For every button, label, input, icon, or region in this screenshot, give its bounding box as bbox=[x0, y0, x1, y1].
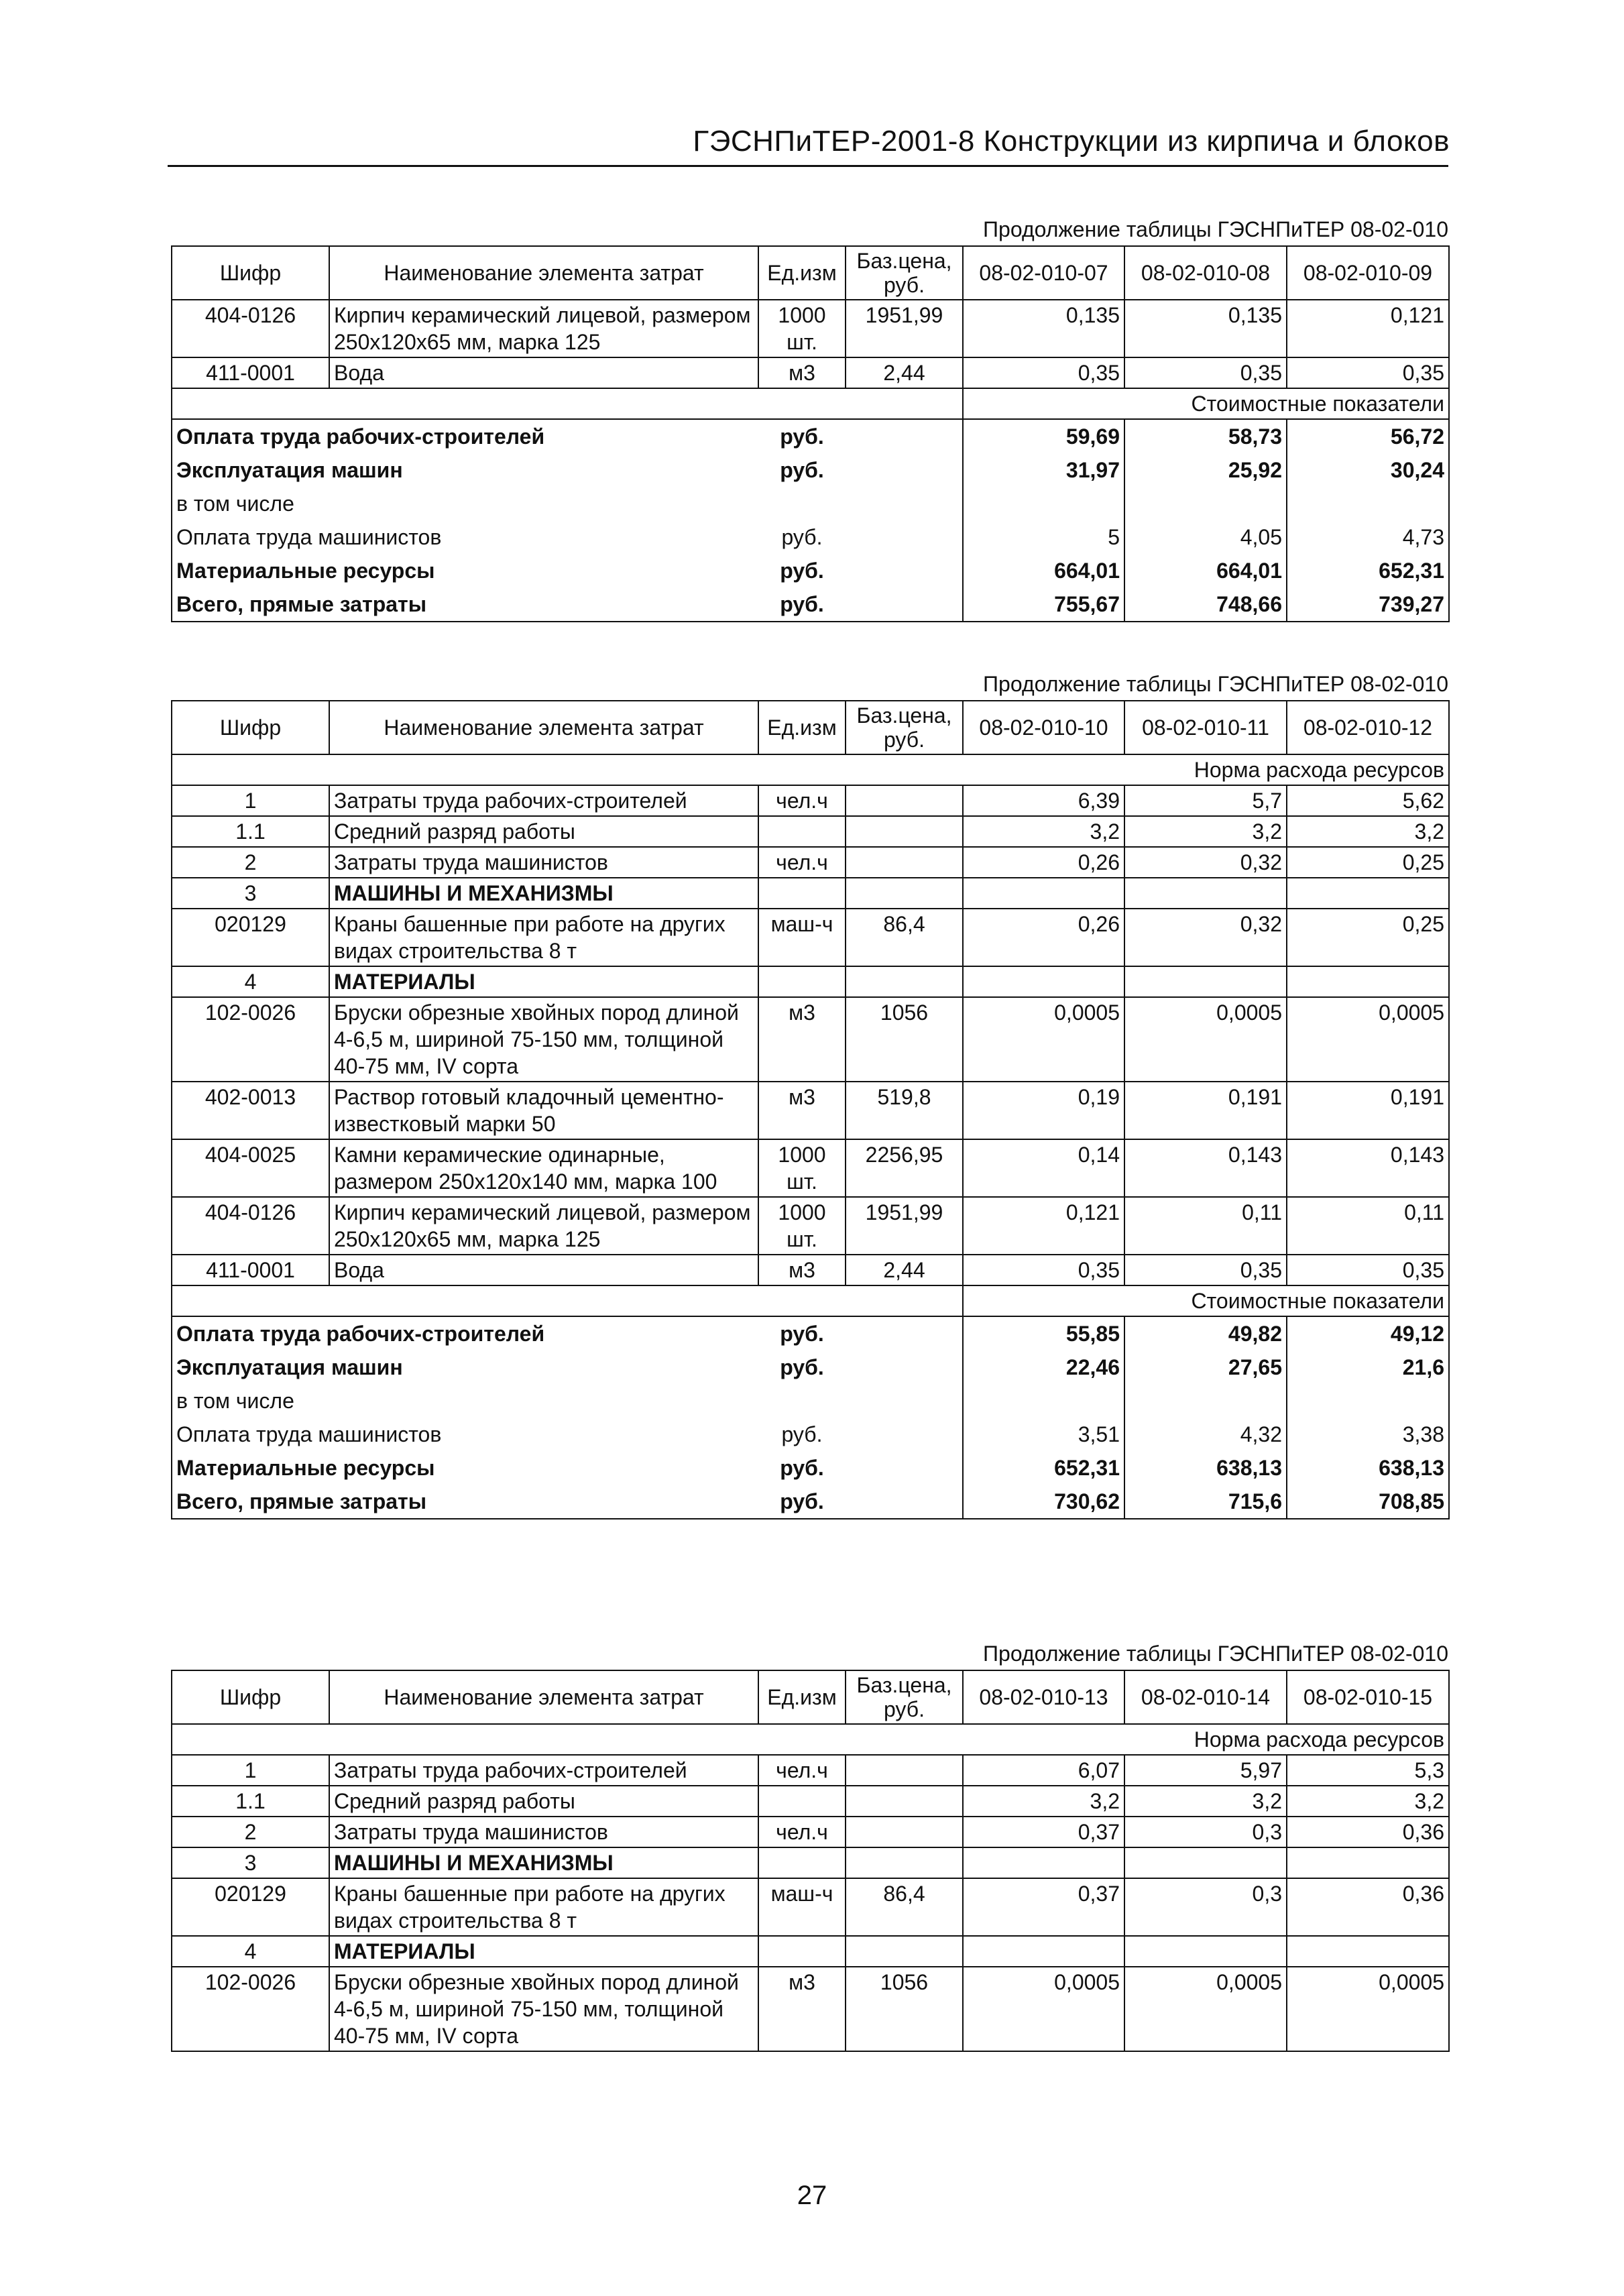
row-value: 6,39 bbox=[963, 785, 1124, 816]
row-unit: маш-ч bbox=[758, 909, 846, 966]
row-unit bbox=[758, 1786, 846, 1817]
row-shifr: 2 bbox=[172, 847, 329, 878]
row-value: 0,143 bbox=[1287, 1139, 1449, 1197]
row-name: Бруски обрезные хвойных пород длиной 4-6,5 м, шириной 75-150 мм, толщиной 40-75 мм, IV сорта bbox=[329, 1967, 758, 2051]
column-header-shifr: Шифр bbox=[172, 701, 329, 754]
row-name: Средний разряд работы bbox=[329, 816, 758, 847]
table-row bbox=[172, 1255, 1449, 1285]
column-header-code: 08-02-010-15 bbox=[1287, 1670, 1449, 1724]
row-value: 0,0005 bbox=[963, 997, 1124, 1082]
row-shifr: 1.1 bbox=[172, 816, 329, 847]
row-value: 0,11 bbox=[1124, 1197, 1287, 1255]
summary-price bbox=[846, 1485, 963, 1519]
summary-label: Оплата труда машинистов bbox=[172, 1418, 758, 1451]
stoim-row bbox=[172, 1285, 1449, 1316]
row-value: 0,35 bbox=[1287, 357, 1449, 388]
summary-unit: руб. bbox=[780, 424, 824, 449]
row-value: 0,32 bbox=[1124, 909, 1287, 966]
column-header-name: Наименование элемента затрат bbox=[329, 701, 758, 754]
summary-value: 3,38 bbox=[1287, 1418, 1449, 1451]
row-value: 0,0005 bbox=[963, 1967, 1124, 2051]
summary-value: 58,73 bbox=[1124, 419, 1287, 453]
summary-value: 59,69 bbox=[963, 419, 1124, 453]
row-price: 1951,99 bbox=[846, 1197, 963, 1255]
table-caption: Продолжение таблицы ГЭСНПиТЕР 08-02-010 bbox=[983, 217, 1448, 241]
summary-value bbox=[1287, 487, 1449, 520]
table-block-2 bbox=[171, 668, 1448, 1519]
summary-price bbox=[846, 453, 963, 487]
row-value: 3,2 bbox=[963, 1786, 1124, 1817]
summary-value: 730,62 bbox=[963, 1485, 1124, 1519]
row-unit: м3 bbox=[758, 357, 846, 388]
table-row bbox=[172, 1082, 1449, 1139]
row-value: 0,32 bbox=[1124, 847, 1287, 878]
row-name: МАШИНЫ И МЕХАНИЗМЫ bbox=[329, 878, 758, 909]
summary-row bbox=[172, 487, 1449, 520]
row-name: Бруски обрезные хвойных пород длиной 4-6,5 м, шириной 75-150 мм, толщиной 40-75 мм, IV сорта bbox=[329, 997, 758, 1082]
summary-row bbox=[172, 587, 1449, 622]
summary-value: 638,13 bbox=[1124, 1451, 1287, 1485]
row-value: 0,3 bbox=[1124, 1878, 1287, 1936]
norms-table bbox=[171, 245, 1450, 622]
row-name: Краны башенные при работе на других видах строительства 8 т bbox=[329, 909, 758, 966]
summary-price bbox=[846, 1316, 963, 1351]
summary-price bbox=[846, 520, 963, 554]
summary-label: Материальные ресурсы bbox=[172, 1451, 758, 1485]
row-price: 2,44 bbox=[846, 357, 963, 388]
row-price: 1951,99 bbox=[846, 300, 963, 357]
summary-unit: руб. bbox=[758, 587, 846, 622]
row-shifr: 4 bbox=[172, 1936, 329, 1967]
stoim-spacer bbox=[172, 388, 963, 419]
row-unit bbox=[758, 1936, 846, 1967]
row-unit bbox=[758, 816, 846, 847]
summary-row bbox=[172, 1384, 1449, 1418]
row-value: 6,07 bbox=[963, 1755, 1124, 1786]
stoim-spacer bbox=[172, 1285, 963, 1316]
column-header-shifr: Шифр bbox=[172, 1670, 329, 1724]
row-value bbox=[1124, 966, 1287, 997]
row-value: 0,35 bbox=[1124, 357, 1287, 388]
row-shifr: 1.1 bbox=[172, 1786, 329, 1817]
row-value: 0,191 bbox=[1124, 1082, 1287, 1139]
table-row bbox=[172, 300, 1449, 357]
summary-label: Оплата труда рабочих-строителей bbox=[172, 1316, 758, 1351]
row-price bbox=[846, 1847, 963, 1878]
row-name: Затраты труда машинистов bbox=[329, 1817, 758, 1847]
summary-value: 27,65 bbox=[1124, 1351, 1287, 1384]
row-value: 5,97 bbox=[1124, 1755, 1287, 1786]
row-unit: чел.ч bbox=[758, 847, 846, 878]
stoim-label: Стоимостные показатели bbox=[963, 388, 1449, 419]
summary-value: 638,13 bbox=[1287, 1451, 1449, 1485]
summary-price bbox=[846, 419, 963, 453]
row-price: 2,44 bbox=[846, 1255, 963, 1285]
row-price: 86,4 bbox=[846, 909, 963, 966]
row-unit: чел.ч bbox=[758, 1817, 846, 1847]
column-header-unit: Ед.изм bbox=[758, 1670, 846, 1724]
table-row bbox=[172, 997, 1449, 1082]
row-price bbox=[846, 1936, 963, 1967]
row-value: 0,37 bbox=[963, 1817, 1124, 1847]
table-row bbox=[172, 1197, 1449, 1255]
row-value bbox=[963, 1936, 1124, 1967]
row-value: 3,2 bbox=[963, 816, 1124, 847]
column-header-unit: Ед.изм bbox=[758, 701, 846, 754]
summary-row bbox=[172, 1451, 1449, 1485]
summary-value: 5 bbox=[963, 520, 1124, 554]
summary-price bbox=[846, 1418, 963, 1451]
norms-table bbox=[171, 700, 1450, 1519]
page-number: 27 bbox=[797, 2181, 827, 2210]
summary-value bbox=[963, 1384, 1124, 1418]
summary-value bbox=[963, 487, 1124, 520]
row-name: Камни керамические одинарные, размером 250x120x140 мм, марка 100 bbox=[329, 1139, 758, 1197]
row-value: 0,0005 bbox=[1124, 1967, 1287, 2051]
summary-label: в том числе bbox=[172, 487, 758, 520]
column-header-shifr: Шифр bbox=[172, 246, 329, 300]
row-value: 0,36 bbox=[1287, 1817, 1449, 1847]
row-value bbox=[1124, 1847, 1287, 1878]
row-price: 519,8 bbox=[846, 1082, 963, 1139]
row-value: 0,26 bbox=[963, 909, 1124, 966]
summary-unit bbox=[758, 1384, 846, 1418]
row-value: 0,135 bbox=[963, 300, 1124, 357]
norma-label: Норма расхода ресурсов bbox=[172, 754, 1449, 785]
summary-label: Эксплуатация машин bbox=[172, 453, 758, 487]
row-shifr: 1 bbox=[172, 1755, 329, 1786]
row-shifr: 020129 bbox=[172, 909, 329, 966]
row-value: 0,35 bbox=[1124, 1255, 1287, 1285]
row-value: 0,191 bbox=[1287, 1082, 1449, 1139]
row-value: 3,2 bbox=[1287, 816, 1449, 847]
row-unit: м3 bbox=[758, 1255, 846, 1285]
row-shifr: 402-0013 bbox=[172, 1082, 329, 1139]
row-name: Затраты труда машинистов bbox=[329, 847, 758, 878]
summary-row bbox=[172, 419, 1449, 453]
summary-price bbox=[846, 1451, 963, 1485]
row-name: Краны башенные при работе на других видах строительства 8 т bbox=[329, 1878, 758, 1936]
summary-price bbox=[846, 554, 963, 587]
summary-value: 25,92 bbox=[1124, 453, 1287, 487]
table-row bbox=[172, 1936, 1449, 1967]
table-row bbox=[172, 1878, 1449, 1936]
row-price: 2256,95 bbox=[846, 1139, 963, 1197]
row-shifr: 020129 bbox=[172, 1878, 329, 1936]
row-unit: чел.ч bbox=[758, 785, 846, 816]
column-header-code: 08-02-010-12 bbox=[1287, 701, 1449, 754]
table-row bbox=[172, 1817, 1449, 1847]
column-header-name: Наименование элемента затрат bbox=[329, 246, 758, 300]
summary-unit: руб. bbox=[781, 1422, 823, 1446]
table-row bbox=[172, 1139, 1449, 1197]
column-header-price: Баз.цена, руб. bbox=[846, 246, 963, 300]
summary-value bbox=[1124, 1384, 1287, 1418]
summary-price bbox=[846, 487, 963, 520]
column-header-unit: Ед.изм bbox=[758, 246, 846, 300]
row-value: 0,0005 bbox=[1287, 1967, 1449, 2051]
column-header-code: 08-02-010-07 bbox=[963, 246, 1124, 300]
summary-row bbox=[172, 520, 1449, 554]
column-header-code: 08-02-010-11 bbox=[1124, 701, 1287, 754]
summary-label: Оплата труда машинистов bbox=[172, 520, 758, 554]
column-header-code: 08-02-010-09 bbox=[1287, 246, 1449, 300]
row-name: Раствор готовый кладочный цементно-известковый марки 50 bbox=[329, 1082, 758, 1139]
summary-row bbox=[172, 1418, 1449, 1451]
row-name: МАШИНЫ И МЕХАНИЗМЫ bbox=[329, 1847, 758, 1878]
row-value bbox=[1287, 1936, 1449, 1967]
summary-value: 664,01 bbox=[963, 554, 1124, 587]
row-value: 0,11 bbox=[1287, 1197, 1449, 1255]
summary-value bbox=[1124, 487, 1287, 520]
row-shifr: 411-0001 bbox=[172, 357, 329, 388]
row-price bbox=[846, 966, 963, 997]
table-row bbox=[172, 1755, 1449, 1786]
row-shifr: 3 bbox=[172, 1847, 329, 1878]
row-shifr: 411-0001 bbox=[172, 1255, 329, 1285]
column-header-code: 08-02-010-14 bbox=[1124, 1670, 1287, 1724]
row-value: 0,121 bbox=[963, 1197, 1124, 1255]
row-value: 0,35 bbox=[1287, 1255, 1449, 1285]
summary-label: Материальные ресурсы bbox=[172, 554, 758, 587]
row-value: 0,14 bbox=[963, 1139, 1124, 1197]
summary-value: 31,97 bbox=[963, 453, 1124, 487]
row-value: 0,35 bbox=[963, 1255, 1124, 1285]
summary-value: 55,85 bbox=[963, 1316, 1124, 1351]
summary-value: 21,6 bbox=[1287, 1351, 1449, 1384]
row-value bbox=[1124, 1936, 1287, 1967]
table-row bbox=[172, 1786, 1449, 1817]
norma-label: Норма расхода ресурсов bbox=[172, 1724, 1449, 1755]
row-unit bbox=[758, 966, 846, 997]
table-caption: Продолжение таблицы ГЭСНПиТЕР 08-02-010 bbox=[983, 672, 1448, 696]
row-value bbox=[1287, 878, 1449, 909]
table-row bbox=[172, 966, 1449, 997]
summary-row bbox=[172, 453, 1449, 487]
summary-value: 664,01 bbox=[1124, 554, 1287, 587]
row-price: 1056 bbox=[846, 1967, 963, 2051]
header-row bbox=[172, 246, 1449, 300]
row-name: МАТЕРИАЛЫ bbox=[329, 966, 758, 997]
row-unit: 1000 шт. bbox=[758, 1197, 846, 1255]
table-row bbox=[172, 878, 1449, 909]
summary-unit: руб. bbox=[780, 1322, 824, 1346]
summary-value: 748,66 bbox=[1124, 587, 1287, 622]
row-unit bbox=[758, 878, 846, 909]
row-value: 0,19 bbox=[963, 1082, 1124, 1139]
header-row bbox=[172, 701, 1449, 754]
row-value: 0,121 bbox=[1287, 300, 1449, 357]
summary-price bbox=[846, 587, 963, 622]
row-price bbox=[846, 1817, 963, 1847]
row-shifr: 404-0126 bbox=[172, 300, 329, 357]
row-unit: 1000 шт. bbox=[758, 1139, 846, 1197]
row-name: Кирпич керамический лицевой, размером 250x120x65 мм, марка 125 bbox=[329, 1197, 758, 1255]
row-unit: м3 bbox=[758, 1967, 846, 2051]
summary-value: 739,27 bbox=[1287, 587, 1449, 622]
row-unit: чел.ч bbox=[758, 1755, 846, 1786]
summary-unit: руб. bbox=[780, 1355, 824, 1379]
row-value bbox=[1287, 966, 1449, 997]
row-price bbox=[846, 1786, 963, 1817]
table-block-1 bbox=[171, 213, 1448, 622]
table-row bbox=[172, 909, 1449, 966]
column-header-code: 08-02-010-08 bbox=[1124, 246, 1287, 300]
row-value: 0,37 bbox=[963, 1878, 1124, 1936]
summary-unit: руб. bbox=[780, 559, 824, 583]
table-block-3 bbox=[171, 1638, 1448, 2052]
row-value: 0,0005 bbox=[1124, 997, 1287, 1082]
row-value: 0,25 bbox=[1287, 909, 1449, 966]
column-header-code: 08-02-010-13 bbox=[963, 1670, 1124, 1724]
row-price bbox=[846, 785, 963, 816]
stoim-label: Стоимостные показатели bbox=[963, 1285, 1449, 1316]
summary-value: 56,72 bbox=[1287, 419, 1449, 453]
row-unit: м3 bbox=[758, 1082, 846, 1139]
summary-value: 3,51 bbox=[963, 1418, 1124, 1451]
row-value bbox=[1287, 1847, 1449, 1878]
column-header-price: Баз.цена, руб. bbox=[846, 1670, 963, 1724]
row-value: 3,2 bbox=[1124, 816, 1287, 847]
row-value: 0,25 bbox=[1287, 847, 1449, 878]
summary-unit: руб. bbox=[780, 458, 824, 482]
row-shifr: 4 bbox=[172, 966, 329, 997]
row-shifr: 102-0026 bbox=[172, 1967, 329, 2051]
summary-row bbox=[172, 1351, 1449, 1384]
row-price: 1056 bbox=[846, 997, 963, 1082]
row-value: 0,135 bbox=[1124, 300, 1287, 357]
table-row bbox=[172, 1847, 1449, 1878]
summary-row bbox=[172, 1485, 1449, 1519]
row-name: Вода bbox=[329, 1255, 758, 1285]
summary-label: в том числе bbox=[172, 1384, 758, 1418]
row-shifr: 2 bbox=[172, 1817, 329, 1847]
row-unit: м3 bbox=[758, 997, 846, 1082]
summary-price bbox=[846, 1351, 963, 1384]
summary-label: Эксплуатация машин bbox=[172, 1351, 758, 1384]
summary-value: 22,46 bbox=[963, 1351, 1124, 1384]
summary-row bbox=[172, 1316, 1449, 1351]
row-shifr: 3 bbox=[172, 878, 329, 909]
summary-value: 4,32 bbox=[1124, 1418, 1287, 1451]
row-unit: маш-ч bbox=[758, 1878, 846, 1936]
row-shifr: 1 bbox=[172, 785, 329, 816]
column-header-price: Баз.цена, руб. bbox=[846, 701, 963, 754]
column-header-name: Наименование элемента затрат bbox=[329, 1670, 758, 1724]
summary-label: Оплата труда рабочих-строителей bbox=[172, 419, 758, 453]
row-value: 0,3 bbox=[1124, 1817, 1287, 1847]
summary-unit: руб. bbox=[758, 1485, 846, 1519]
row-value: 5,7 bbox=[1124, 785, 1287, 816]
row-price: 86,4 bbox=[846, 1878, 963, 1936]
summary-value: 49,12 bbox=[1287, 1316, 1449, 1351]
table-caption: Продолжение таблицы ГЭСНПиТЕР 08-02-010 bbox=[983, 1642, 1448, 1666]
summary-value: 755,67 bbox=[963, 587, 1124, 622]
summary-value: 715,6 bbox=[1124, 1485, 1287, 1519]
summary-value: 30,24 bbox=[1287, 453, 1449, 487]
row-price bbox=[846, 1755, 963, 1786]
table-row bbox=[172, 847, 1449, 878]
row-unit: 1000 шт. bbox=[758, 300, 846, 357]
row-value: 0,35 bbox=[963, 357, 1124, 388]
row-price bbox=[846, 816, 963, 847]
row-value: 5,3 bbox=[1287, 1755, 1449, 1786]
row-shifr: 404-0025 bbox=[172, 1139, 329, 1197]
summary-value: 708,85 bbox=[1287, 1485, 1449, 1519]
page-header-title: ГЭСНПиТЕР-2001-8 Конструкции из кирпича и блоков bbox=[693, 125, 1450, 158]
row-value: 0,26 bbox=[963, 847, 1124, 878]
summary-value: 49,82 bbox=[1124, 1316, 1287, 1351]
summary-unit: руб. bbox=[780, 1456, 824, 1480]
row-name: Затраты труда рабочих-строителей bbox=[329, 1755, 758, 1786]
row-price bbox=[846, 847, 963, 878]
summary-value: 652,31 bbox=[963, 1451, 1124, 1485]
row-value bbox=[963, 1847, 1124, 1878]
row-value: 0,0005 bbox=[1287, 997, 1449, 1082]
column-header-code: 08-02-010-10 bbox=[963, 701, 1124, 754]
summary-price bbox=[846, 1384, 963, 1418]
norma-row bbox=[172, 1724, 1449, 1755]
row-value: 0,36 bbox=[1287, 1878, 1449, 1936]
summary-value: 652,31 bbox=[1287, 554, 1449, 587]
summary-row bbox=[172, 554, 1449, 587]
row-name: МАТЕРИАЛЫ bbox=[329, 1936, 758, 1967]
summary-label: Всего, прямые затраты bbox=[172, 1485, 758, 1519]
stoim-row bbox=[172, 388, 1449, 419]
summary-value: 4,05 bbox=[1124, 520, 1287, 554]
norms-table bbox=[171, 1670, 1450, 2052]
summary-unit: руб. bbox=[781, 525, 823, 549]
row-shifr: 102-0026 bbox=[172, 997, 329, 1082]
row-name: Кирпич керамический лицевой, размером 250x120x65 мм, марка 125 bbox=[329, 300, 758, 357]
header-rule bbox=[168, 165, 1448, 167]
row-value bbox=[1124, 878, 1287, 909]
row-value: 5,62 bbox=[1287, 785, 1449, 816]
row-shifr: 404-0126 bbox=[172, 1197, 329, 1255]
row-name: Вода bbox=[329, 357, 758, 388]
table-row bbox=[172, 1967, 1449, 2051]
row-value: 0,143 bbox=[1124, 1139, 1287, 1197]
row-unit bbox=[758, 1847, 846, 1878]
table-row bbox=[172, 816, 1449, 847]
summary-value bbox=[1287, 1384, 1449, 1418]
header-row bbox=[172, 1670, 1449, 1724]
row-value bbox=[963, 878, 1124, 909]
table-row bbox=[172, 785, 1449, 816]
row-name: Средний разряд работы bbox=[329, 1786, 758, 1817]
row-price bbox=[846, 878, 963, 909]
summary-value: 4,73 bbox=[1287, 520, 1449, 554]
row-value: 3,2 bbox=[1287, 1786, 1449, 1817]
row-value: 3,2 bbox=[1124, 1786, 1287, 1817]
row-name: Затраты труда рабочих-строителей bbox=[329, 785, 758, 816]
table-row bbox=[172, 357, 1449, 388]
row-value bbox=[963, 966, 1124, 997]
summary-unit bbox=[758, 487, 846, 520]
norma-row bbox=[172, 754, 1449, 785]
summary-label: Всего, прямые затраты bbox=[172, 587, 758, 622]
